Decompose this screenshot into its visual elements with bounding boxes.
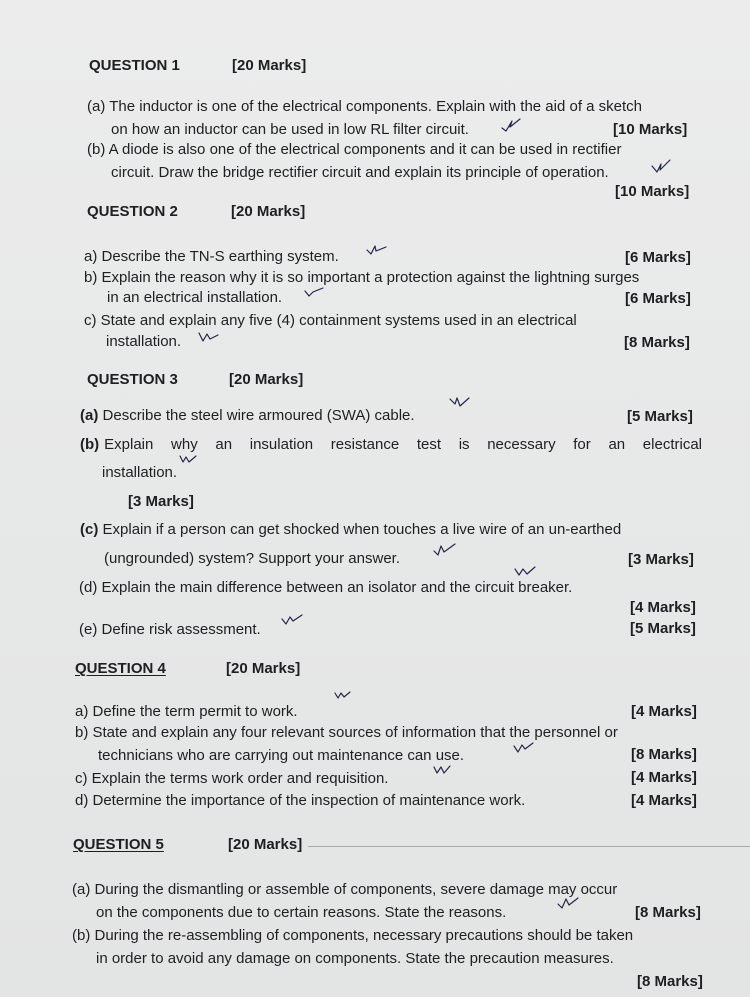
question-5-marks: [20 Marks]	[228, 836, 303, 853]
q4d-marks: [4 Marks]	[631, 792, 697, 809]
question-2-title: QUESTION 2	[87, 203, 178, 220]
q1a-line-2: on how an inductor can be used in low RL filter circuit.	[111, 121, 469, 138]
q1b-marks: [10 Marks]	[615, 183, 690, 200]
question-3-title: QUESTION 3	[87, 371, 178, 388]
q3c-line-1: Explain if a person can get shocked when touches a live wire of an un-earthed	[102, 521, 622, 538]
q2c-marks: [8 Marks]	[624, 334, 690, 351]
q3d-marks: [4 Marks]	[630, 599, 696, 616]
question-5-title: QUESTION 5	[73, 836, 164, 853]
q3e-text: (e) Define risk assessment.	[79, 621, 261, 638]
q4c-marks: [4 Marks]	[631, 769, 697, 786]
q2a-marks: [6 Marks]	[625, 249, 691, 266]
q5b-line-1: (b) During the re-assembling of components, necessary precautions should be taken	[72, 927, 634, 944]
q3b-label: (b)	[80, 436, 100, 453]
question-1-marks: [20 Marks]	[232, 57, 307, 74]
q4b-line-1: b) State and explain any four relevant sources of information that the personnel or	[75, 724, 618, 741]
question-2-marks: [20 Marks]	[231, 203, 306, 220]
check-mark-icon	[333, 690, 357, 704]
q2b-line-2: in an electrical installation.	[107, 289, 283, 306]
q3b-line-1: Explain why an insulation resistance test is necessary for an electrical	[104, 436, 702, 453]
q1a-marks: [10 Marks]	[613, 121, 688, 138]
q5b-marks: [8 Marks]	[637, 973, 703, 990]
check-mark-icon	[178, 454, 202, 468]
q3a-label: (a)	[80, 407, 99, 424]
q4c-text: c) Explain the terms work order and requisition.	[75, 770, 389, 787]
check-mark-icon	[197, 330, 221, 344]
check-mark-icon	[512, 741, 536, 755]
question-4-title: QUESTION 4	[75, 660, 166, 677]
q1b-line-1: (b) A diode is also one of the electrical components and it can be used in rectifier	[87, 141, 622, 158]
q4d-text: d) Determine the importance of the inspection of maintenance work.	[75, 792, 526, 809]
q3c-line-2: (ungrounded) system? Support your answer.	[104, 550, 400, 567]
q4b-marks: [8 Marks]	[631, 746, 697, 763]
q5b-line-2: in order to avoid any damage on components. State the precaution measures.	[96, 950, 614, 967]
q2b-line-1: b) Explain the reason why it is so important a protection against the lightning surges	[84, 269, 640, 286]
q3a-row	[80, 407, 415, 425]
check-mark-icon	[556, 896, 580, 910]
q5a-marks: [8 Marks]	[635, 904, 701, 921]
check-mark-icon	[650, 160, 674, 174]
check-mark-icon	[365, 243, 389, 257]
check-mark-icon	[513, 566, 537, 580]
q3c-row	[80, 521, 621, 539]
q4b-line-2: technicians who are carrying out maintenance can use.	[98, 747, 465, 764]
question-4-marks: [20 Marks]	[226, 660, 301, 677]
q3e-marks: [5 Marks]	[630, 620, 696, 637]
q3d-text: (d) Explain the main difference between an isolator and the circuit breaker.	[79, 579, 573, 596]
question-3-marks: [20 Marks]	[229, 371, 304, 388]
q3b-line-2: installation.	[102, 464, 178, 481]
check-mark-icon	[500, 118, 524, 132]
q1b-line-2: circuit. Draw the bridge rectifier circuit and explain its principle of operation.	[111, 164, 609, 181]
q3c-marks: [3 Marks]	[628, 551, 694, 568]
question-1-title: QUESTION 1	[89, 57, 180, 74]
check-mark-icon	[303, 287, 327, 301]
q2b-marks: [6 Marks]	[625, 290, 691, 307]
q4a-text: a) Define the term permit to work.	[75, 703, 298, 720]
check-mark-icon	[280, 613, 304, 627]
divider	[308, 846, 750, 847]
q1a-line-1: (a) The inductor is one of the electrical components. Explain with the aid of a sketch	[87, 98, 643, 115]
q3c-label: (c)	[80, 521, 99, 538]
q3b-marks: [3 Marks]	[128, 493, 194, 510]
check-mark-icon	[432, 541, 456, 555]
q4a-marks: [4 Marks]	[631, 703, 697, 720]
check-mark-icon	[448, 396, 472, 410]
q3a-marks: [5 Marks]	[627, 408, 693, 425]
q2a-text: a) Describe the TN-S earthing system.	[84, 248, 339, 265]
q3a-text: Describe the steel wire armoured (SWA) cable.	[102, 407, 415, 424]
q3b-row	[80, 436, 702, 454]
q5a-line-2: on the components due to certain reasons. State the reasons.	[96, 904, 507, 921]
q2c-line-2: installation.	[106, 333, 182, 350]
q2c-line-1: c) State and explain any five (4) containment systems used in an electrical	[84, 312, 577, 329]
q5a-line-1: (a) During the dismantling or assemble of components, severe damage may occur	[72, 881, 618, 898]
check-mark-icon	[432, 764, 456, 778]
